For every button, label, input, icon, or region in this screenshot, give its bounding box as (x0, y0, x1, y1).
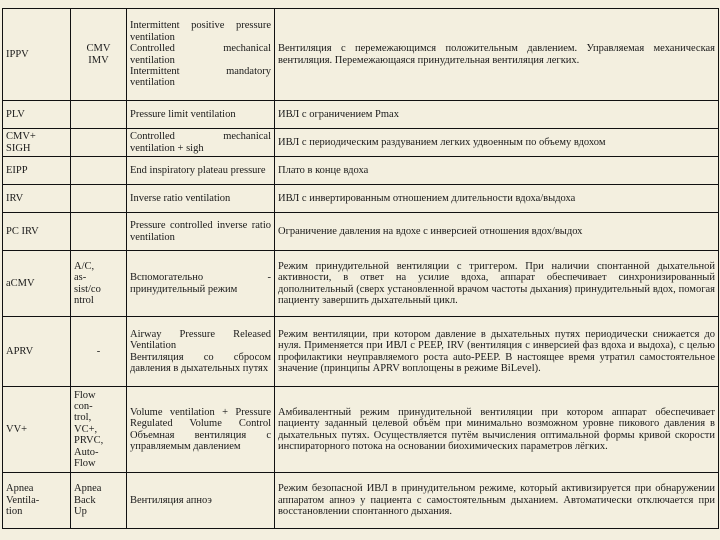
english-name-cell: End inspiratory plateau pressure (127, 157, 275, 185)
english-name-cell: Pressure controlled inverse ratio ventilation (127, 213, 275, 251)
english-name-cell: Volume ventilation + Pressure Regulated Volume Control Объемная вентиляция с управляемым давлением (127, 387, 275, 473)
russian-description-cell: Ограничение давления на вдохе с инверсией отношения вдох/выдох (275, 213, 719, 251)
table-row (3, 185, 719, 213)
abbreviation-cell: EIPP (3, 157, 71, 185)
abbreviation-cell: Apnea Ventila- tion (3, 473, 71, 529)
abbreviation-cell: PLV (3, 101, 71, 129)
abbreviation-cell: APRV (3, 317, 71, 387)
alias-cell (71, 185, 127, 213)
russian-description-cell: Режим вентиляции, при котором давление в дыхательных путях периодически снижается до нуля. Применяется при ИВЛ с PEEP, IRV (вентиляция с инверсией фаз вдоха и выдоха), с целью профилактики неуправляемого роста auto-PEEP. В настоящее время утратил самостоятельное значение (принципы APRV воплощены в режиме BiLevel). (275, 317, 719, 387)
russian-description-cell: Плато в конце вдоха (275, 157, 719, 185)
alias-cell (71, 157, 127, 185)
alias-cell: Flow con- trol, VC+, PRVC, Auto- Flow (71, 387, 127, 473)
english-name-cell: Controlled mechanical ventilation + sigh (127, 129, 275, 157)
table-row (3, 473, 719, 529)
russian-description-cell: Режим принудительной вентиляции с триггером. При наличии спонтанной дыхательной активности, в ответ на усилие вдоха, аппарат обеспечивает синхронизированный дополнительный (сверх установленной врачом частоты дыхания) принудительный вдох, помогая пациенту завершить дыхательный цикл. (275, 251, 719, 317)
table-row (3, 317, 719, 387)
russian-description-cell: Режим безопасной ИВЛ в принудительном режиме, который активизируется при обнаружении аппаратом апноэ у пациента с самостоятельным дыханием. Автоматически отключается при восстановлении спонтанного дыхания. (275, 473, 719, 529)
alias-cell (71, 9, 127, 101)
russian-description-cell: ИВЛ с ограничением Pmax (275, 101, 719, 129)
english-name: Airway Pressure Released Ventilation (130, 328, 271, 352)
english-name-cell (127, 9, 275, 101)
english-name-cell: Pressure limit ventilation (127, 101, 275, 129)
alias-cell: Apnea Back Up (71, 473, 127, 529)
english-name: Intermittent positive pressure ventilation (130, 20, 271, 43)
russian-description-cell: Амбивалентный режим принудительной вентиляции при котором аппарат обеспечивает пациенту заданный целевой объём при минимально возможном уровне пикового давления в дыхательных путях. Осуществляется путём вычисления оптимальной формы кривой скорости инспираторного потока на основании биохимических параметров лёгких. (275, 387, 719, 473)
abbreviation-cell: VV+ (3, 387, 71, 473)
table-row (3, 129, 719, 157)
russian-description-cell: ИВЛ с периодическим раздуванием легких удвоенным по объему вдохом (275, 129, 719, 157)
alias-cell (71, 129, 127, 157)
table-row (3, 101, 719, 129)
english-name: Intermittent mandatory ventilation (130, 65, 271, 89)
english-name-cell: Inverse ratio ventilation (127, 185, 275, 213)
alias-cell: A/C, as- sist/co ntrol (71, 251, 127, 317)
english-name: Вентиляция со сбросом давления в дыхательных путях (130, 351, 271, 374)
english-name-cell: Вентиляция апноэ (127, 473, 275, 529)
table-row (3, 213, 719, 251)
russian-description-cell: Вентиляция с перемежающимся положительным давлением. Управляемая механическая вентиляция. Перемежающаяся принудительная вентиляция легких. (275, 9, 719, 101)
abbreviation-cell: aCMV (3, 251, 71, 317)
table-row (3, 157, 719, 185)
table-row (3, 9, 719, 101)
abbreviation-cell: IRV (3, 185, 71, 213)
alias-cell: - (71, 317, 127, 387)
alias-line: CMV IMV (86, 43, 111, 66)
english-name-cell: Вспомогательно - принудительный режим (127, 251, 275, 317)
abbreviation-cell: IPPV (3, 9, 71, 101)
alias-cell (71, 101, 127, 129)
russian-description-cell: ИВЛ с инвертированным отношением длительности вдоха/выдоха (275, 185, 719, 213)
abbreviation-cell: CMV+ SIGH (3, 129, 71, 157)
alias-cell (71, 213, 127, 251)
abbreviation-cell: PC IRV (3, 213, 71, 251)
ventilation-modes-table (2, 8, 719, 529)
table-row (3, 251, 719, 317)
table-row (3, 387, 719, 473)
english-name-cell (127, 317, 275, 387)
english-name: Controlled mechanical ventilation (130, 43, 271, 66)
